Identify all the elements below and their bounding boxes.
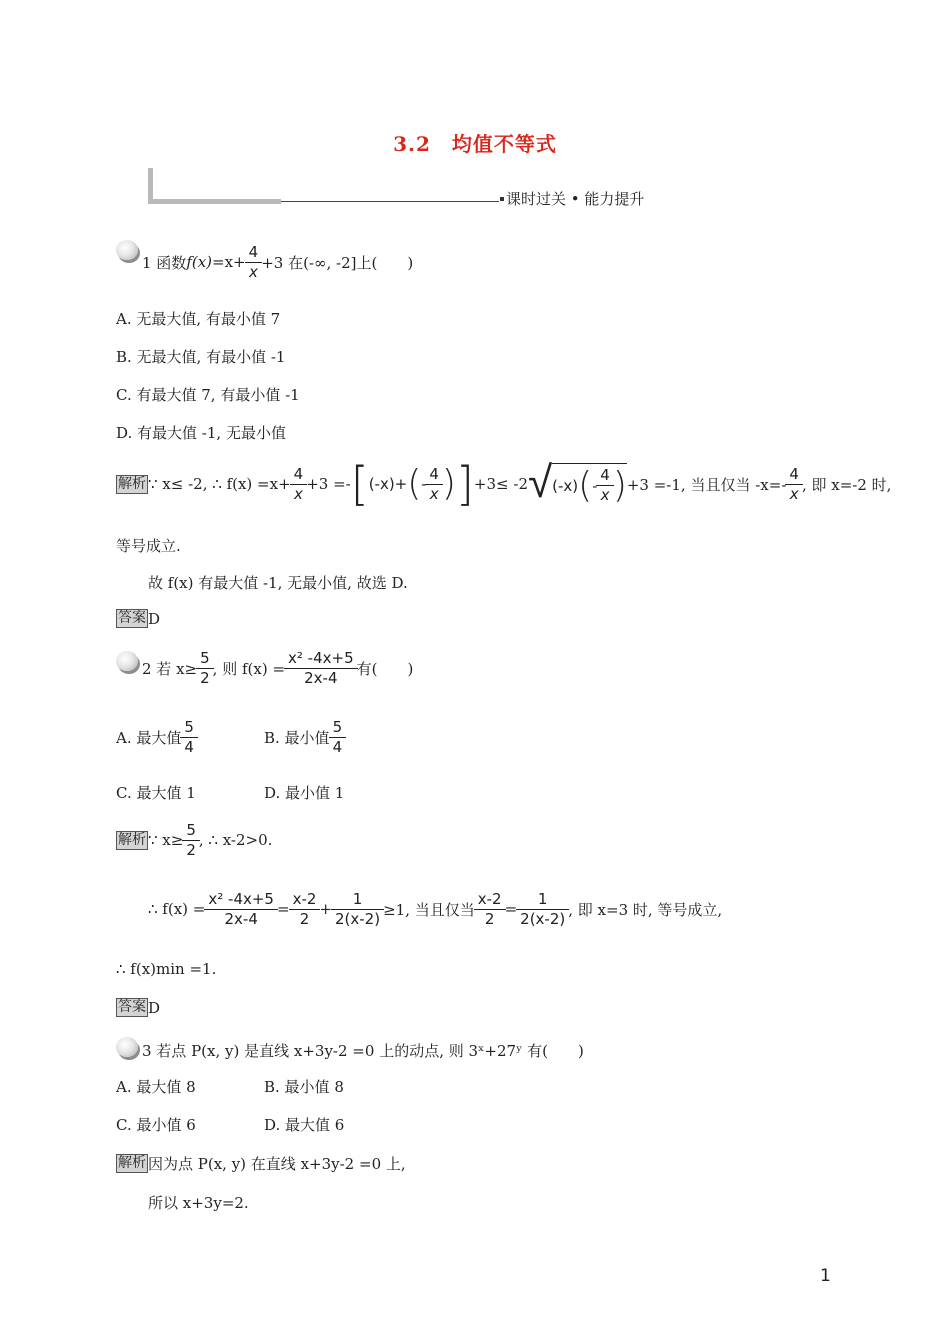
q1-analysis-line2: 等号成立. <box>116 537 181 555</box>
q2-frac2: $\frac{\text{x² -4x+5}}{2x-4}$ <box>286 649 356 688</box>
q1-answer <box>116 609 160 628</box>
q1-an-p5: , 即 x=-2 时, <box>801 475 892 494</box>
q2-stem <box>142 646 413 690</box>
q1-text-before: 1 函数 <box>142 253 187 272</box>
header-bar-label: 课时过关 • 能力提升 <box>506 190 645 208</box>
q2-analysis-line1: 解析 ∵ x≥ $\frac{5}{2}$ , ∴ x-2>0. <box>118 820 273 859</box>
q1-fraction <box>247 243 261 282</box>
q3-stem: 3 若点 P(x, y) 是直线 x+3y-2 =0 上的动点, 则 3ˣ+27ʸ 有( ) <box>142 1042 584 1060</box>
analysis-tag: 解析 <box>118 831 146 848</box>
q2-option-a: A. 最大值 $\frac{5}{4}$ <box>116 716 197 758</box>
q2-answer-value: D <box>148 998 161 1017</box>
q3-option-b: B. 最小值 8 <box>264 1078 344 1096</box>
q2-mid: , 则 f(x) = <box>212 659 286 678</box>
q2-text-after: 有( ) <box>356 659 414 678</box>
q1-fraction-den: x <box>245 262 263 282</box>
q1-an-neg: - <box>421 475 427 493</box>
q2-frac1: $\frac{5}{2}$ <box>198 649 212 688</box>
question-circle-icon <box>116 1037 138 1057</box>
q1-an-in2: (-x) <box>552 476 579 495</box>
question-circle-icon <box>116 651 138 671</box>
q1-option-d: D. 有最大值 -1, 无最小值 <box>116 424 286 442</box>
q1-fraction-num: 4 <box>248 242 259 261</box>
q1-fx: f(x) <box>186 253 213 271</box>
q1-analysis-line1: 解析 ∵ x≤ -2, ∴ f(x) =x+ $\frac{4}{x}$ +3 =- [ (-x)+ ( - $\frac{4}{x}$ ) ] +3≤ -2 √ (-x) ( - $\frac{4}{x}$ ) +3 =-1, 当且仅当 -x=- $\frac{4}{x}$ , 即 x=-2 时, <box>118 456 892 511</box>
q1-analysis-line3: 故 f(x) 有最大值 -1, 无最小值, 故选 D. <box>148 574 408 592</box>
q1-option-a: A. 无最大值, 有最小值 7 <box>116 310 281 328</box>
q2-option-d: D. 最小值 1 <box>264 784 345 802</box>
q3-option-d: D. 最大值 6 <box>264 1116 345 1134</box>
q1-answer-value: D <box>148 609 161 628</box>
q1-an-p4: +3 =-1, 当且仅当 -x=- <box>626 475 787 494</box>
header-bar-bullet <box>500 197 504 201</box>
header-bar-horizontal <box>148 199 281 204</box>
question-circle-icon <box>116 240 138 260</box>
q1-an-frac2: $\frac{4}{x}$ <box>427 465 441 504</box>
q1-an-p3: +3≤ -2 <box>473 475 528 493</box>
q1-an-frac3: $\frac{4}{x}$ <box>787 465 801 504</box>
answer-tag: 答案 <box>118 999 146 1015</box>
sqrt-symbol: √ (-x) ( - $\frac{4}{x}$ ) <box>527 456 627 508</box>
q3-option-a: A. 最大值 8 <box>116 1078 196 1096</box>
page-number: 1 <box>820 1266 831 1286</box>
q1-stem <box>142 240 413 284</box>
q1-text-after: +3 在(-∞, -2]上( ) <box>261 253 414 272</box>
q3-analysis-line1 <box>116 1153 406 1174</box>
q1-an-p2: +3 =- <box>306 475 351 493</box>
q1-an-p1: ∵ x≤ -2, ∴ f(x) =x+ <box>148 475 291 493</box>
q2-answer <box>116 998 160 1017</box>
analysis-tag: 解析 <box>118 475 146 492</box>
q3-analysis-text: 因为点 P(x, y) 在直线 x+3y-2 =0 上, <box>148 1155 406 1173</box>
q2-option-c: C. 最大值 1 <box>116 784 196 802</box>
q2-text-before: 2 若 x≥ <box>142 659 198 678</box>
q3-analysis-line2: 所以 x+3y=2. <box>148 1194 249 1212</box>
q1-eq: =x+ <box>212 253 246 271</box>
q1-an-in1: (-x)+ <box>368 475 408 493</box>
q2-analysis-line2: ∴ f(x) = $\frac{\text{x² -4x+5}}{2x-4}$ = $\frac{x-2}{2}$ + $\frac{1}{2(x-2)}$ ≥1, 当且仅当 $\frac{x-2}{2}$ = $\frac{1}{2(x-2)}$ , 即 x=3 时, 等号成立, <box>148 889 723 928</box>
q2-option-b: B. 最小值 $\frac{5}{4}$ <box>264 716 345 758</box>
header-bar-line <box>281 201 499 202</box>
page-title: 3.2 均值不等式 <box>393 132 557 156</box>
left-bracket: [ <box>350 457 369 511</box>
analysis-tag: 解析 <box>118 1155 146 1171</box>
q1-an-frac1: $\frac{4}{x}$ <box>292 465 306 504</box>
q1-option-c: C. 有最大值 7, 有最小值 -1 <box>116 386 300 404</box>
q1-option-b: B. 无最大值, 有最小值 -1 <box>116 348 286 366</box>
q2-analysis-line3: ∴ f(x)min =1. <box>116 960 217 978</box>
answer-tag: 答案 <box>118 610 146 626</box>
right-bracket: ] <box>455 457 474 511</box>
q3-option-c: C. 最小值 6 <box>116 1116 196 1134</box>
